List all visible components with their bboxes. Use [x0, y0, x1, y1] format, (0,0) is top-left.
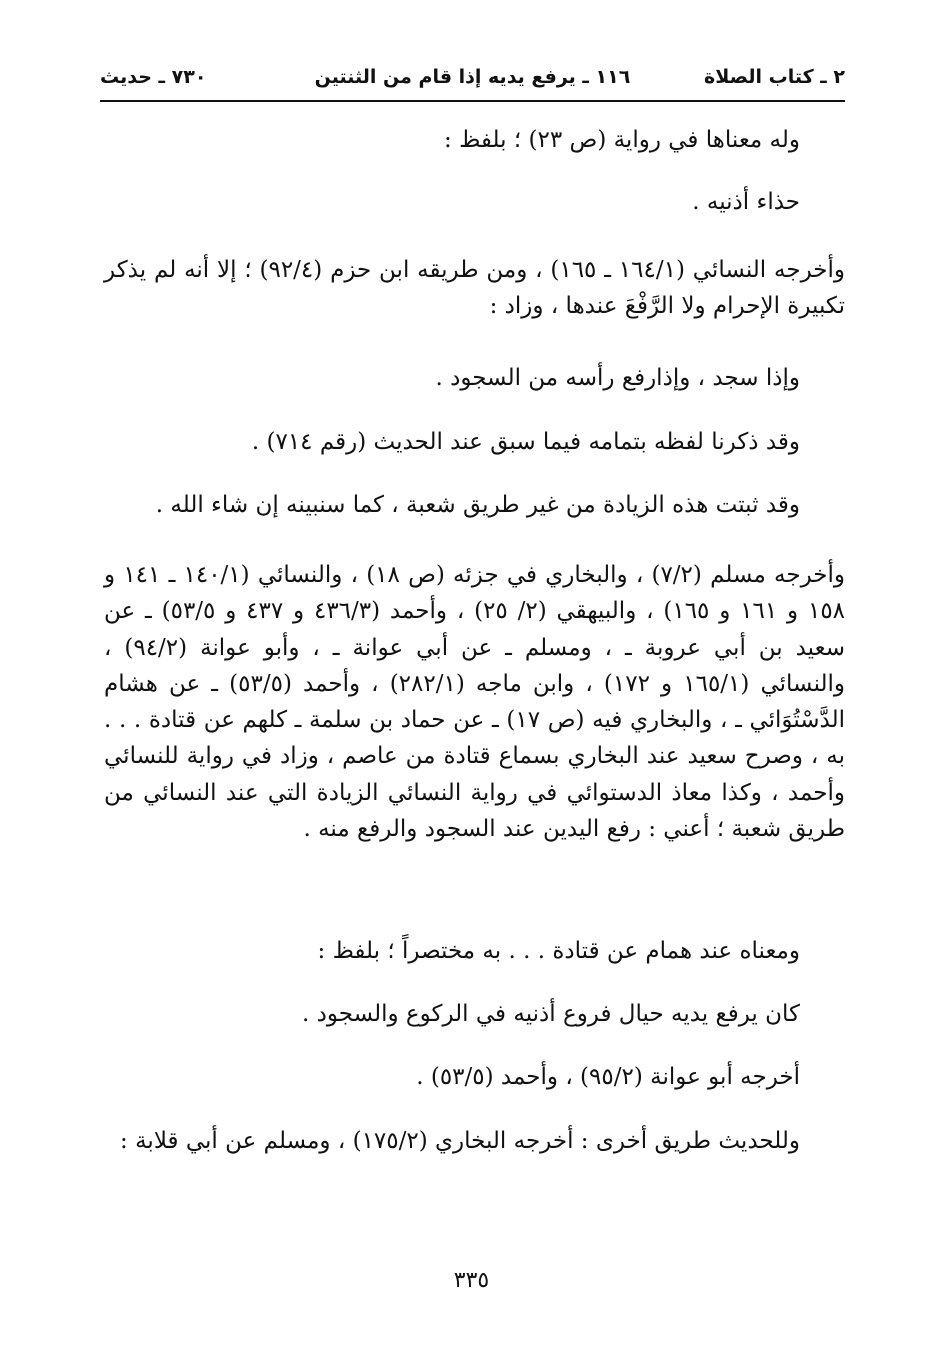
text-line: وقد ثبتت هذه الزيادة من غير طريق شعبة ، كما سنبينه إن شاء الله . [155, 492, 800, 518]
text-line: وقد ذكرنا لفظه بتمامه فيما سبق عند الحديث (رقم ٧١٤) . [251, 429, 800, 455]
text-line: ومعناه عند همام عن قتادة . . . به مختصراً ؛ بلفظ : [317, 938, 800, 964]
quoted-text-line: كان يرفع يديه حيال فروع أذنيه في الركوع والسجود . [302, 1001, 800, 1027]
header-chapter-title: ١١٦ ـ يرفع يديه إذا قام من الثنتين [314, 66, 631, 88]
text-line: وللحديث طريق أخرى : أخرجه البخاري (١٧٥/٢) ، ومسلم عن أبي قلابة : [120, 1128, 800, 1154]
paragraph: وأخرجه النسائي (١٦٤/١ ـ ١٦٥) ، ومن طريقه ابن حزم (٩٢/٤) ؛ إلا أنه لم يذكر تكبيرة الإحرام ولا الرَّفْعَ عندها ، وزاد : [104, 257, 845, 320]
quoted-text-line: حذاء أذنيه . [692, 189, 800, 215]
quoted-text-line: وإذا سجد ، وإذارفع رأسه من السجود . [435, 365, 800, 391]
page-number: ٣٣٥ [453, 1268, 490, 1293]
header-hadith-number: ٧٣٠ ـ حديث [100, 66, 207, 88]
paragraph: وأخرجه مسلم (٧/٢) ، والبخاري في جزئه (ص ١٨) ، والنسائي (١٤٠/١ ـ ١٤١ و ١٥٨ و ١٦١ و ١٦٥) ، والبيهقي (٢/ ٢٥) ، وأحمد (٤٣٦/٣ و ٤٣٧ و ٥٣/٥) ـ عن سعيد بن أبي عروبة ـ ، ومسلم ـ عن أبي عوانة ـ ، وأبو عوانة (٩٤/٢) ، والنسائي (١٦٥/١ و ١٧٢) ، وابن ماجه (٢٨٢/١) ، وأحمد (٥٣/٥) ـ عن هشام الدَّسْتُوَائي ـ ، والبخاري فيه (ص ١٧) ـ عن حماد بن سلمة ـ كلهم عن قتادة . . . به ، وصرح سعيد عند البخاري بسماع قتادة من عاصم ، وزاد في رواية للنسائي وأحمد ، وكذا معاذ الدستوائي في رواية النسائي الزيادة التي عند النسائي من طريق شعبة ؛ أعني : رفع اليدين عند السجود والرفع منه . [104, 562, 846, 843]
text-line: أخرجه أبو عوانة (٩٥/٢) ، وأحمد (٥٣/٥) . [416, 1064, 800, 1090]
header-book-title: ٢ ـ كتاب الصلاة [704, 66, 845, 88]
text-line: وله معناها في رواية (ص ٢٣) ؛ بلفظ : [444, 127, 800, 153]
running-header [100, 62, 845, 102]
